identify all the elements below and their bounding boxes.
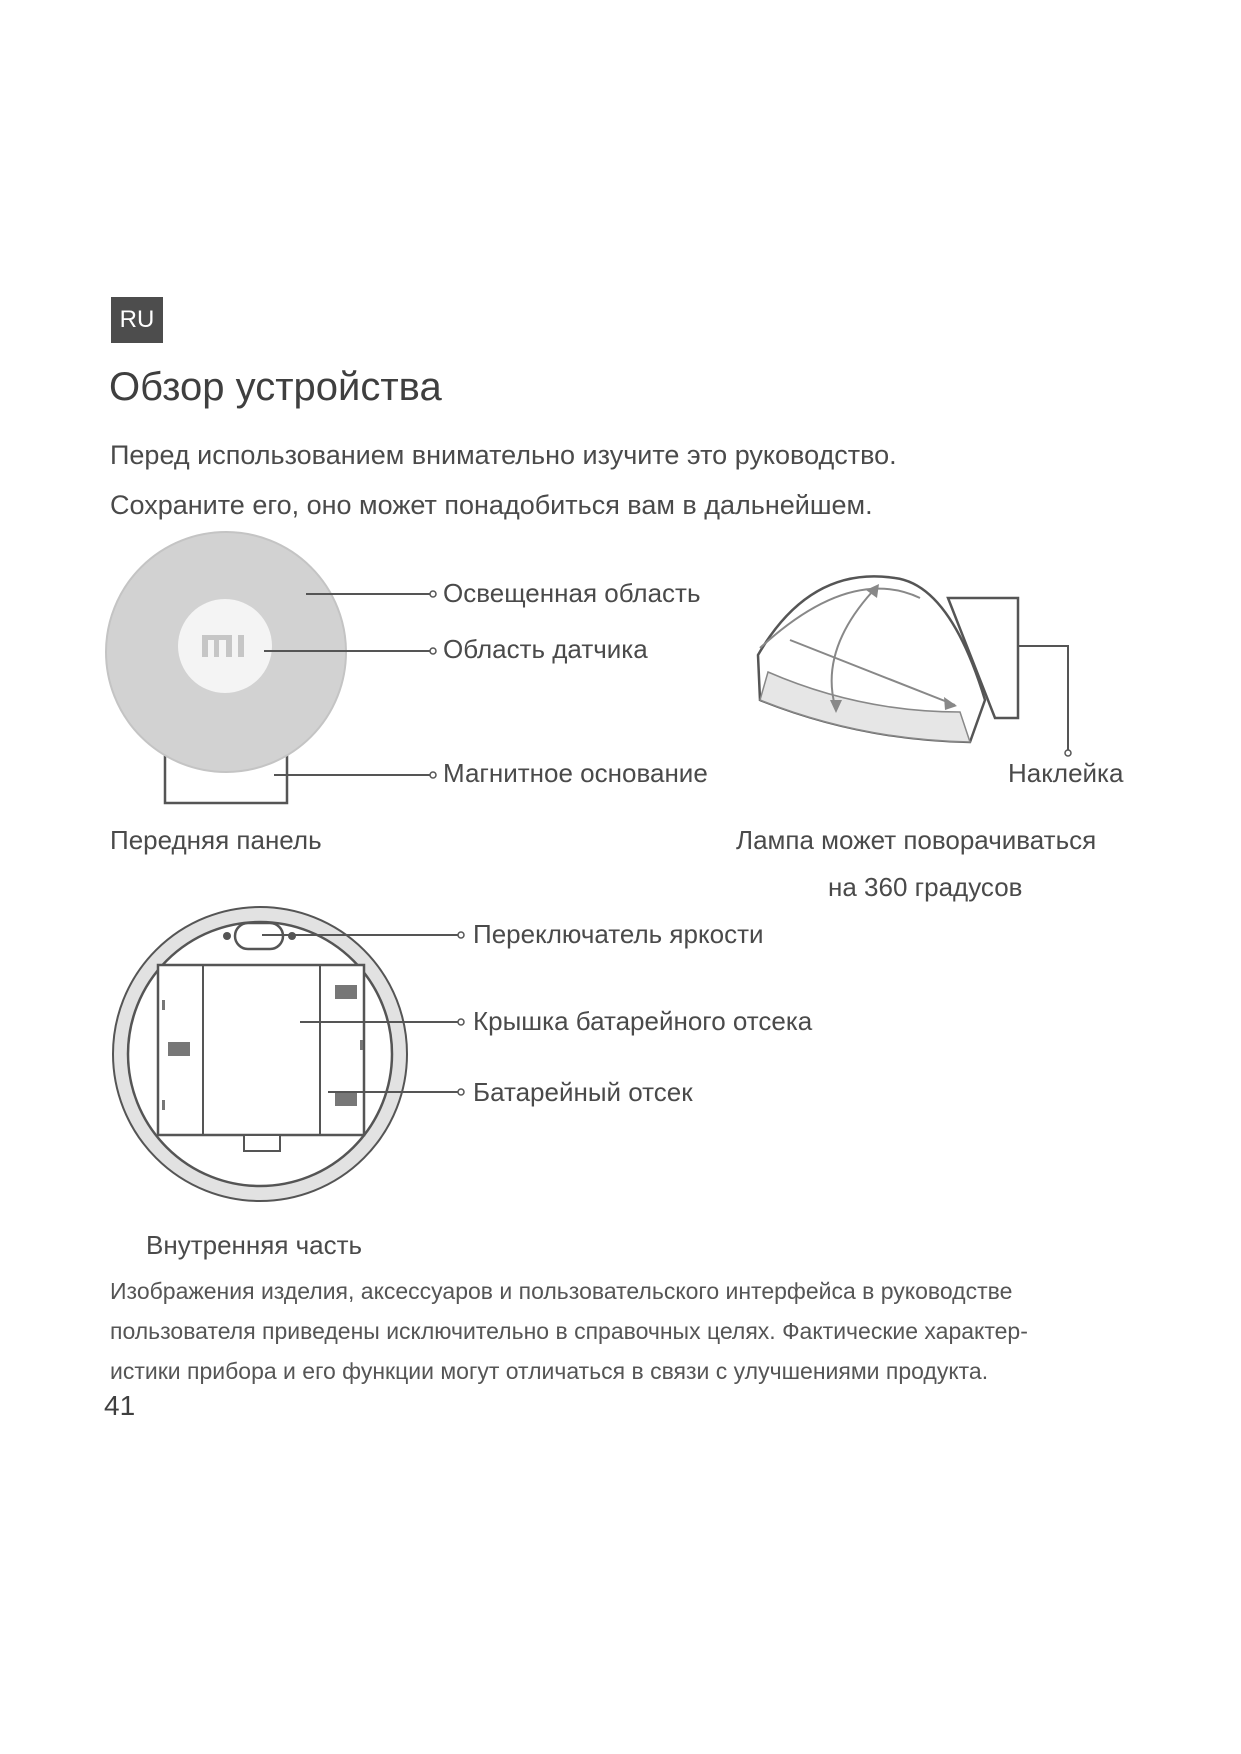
caption-rotation-line-2: на 360 градусов <box>828 872 1023 902</box>
language-badge: RU <box>111 297 163 343</box>
callout-battery-compartment: Батарейный отсек <box>473 1077 693 1107</box>
caption-front-panel: Передняя панель <box>110 825 322 855</box>
page-number: 41 <box>104 1390 136 1421</box>
intro-line-2: Сохраните его, оно может понадобиться вам в дальнейшем. <box>110 490 873 520</box>
caption-rotation-line-1: Лампа может поворачиваться <box>736 825 1097 855</box>
disclaimer-line-1: Изображения изделия, аксессуаров и пользовательского интерфейса в руководстве <box>110 1278 1013 1304</box>
disclaimer-line-3: истики прибора и его функции могут отличаться в связи с улучшениями продукта. <box>110 1358 989 1384</box>
callout-battery-cover: Крышка батарейного отсека <box>473 1006 813 1036</box>
caption-inside: Внутренняя часть <box>146 1230 363 1260</box>
callout-lit-area: Освещенная область <box>443 578 701 608</box>
callout-line-sticker <box>1018 646 1068 752</box>
callout-sensor-area: Область датчика <box>443 634 648 664</box>
intro-line-1: Перед использованием внимательно изучите это руководство. <box>110 440 897 470</box>
page-title: Обзор устройства <box>109 365 442 409</box>
inside-illustration <box>113 907 464 1201</box>
front-panel-illustration <box>106 532 436 803</box>
sensor-area-shape <box>178 599 272 693</box>
side-view-illustration <box>758 576 1071 756</box>
disclaimer-line-2: пользователя приведены исключительно в справочных целях. Фактические характер- <box>110 1318 1028 1344</box>
cover-notch-shape <box>244 1135 280 1151</box>
callout-sticker: Наклейка <box>1008 758 1124 788</box>
callout-magnetic-base: Магнитное основание <box>443 758 708 788</box>
callout-brightness-switch: Переключатель яркости <box>473 919 764 949</box>
